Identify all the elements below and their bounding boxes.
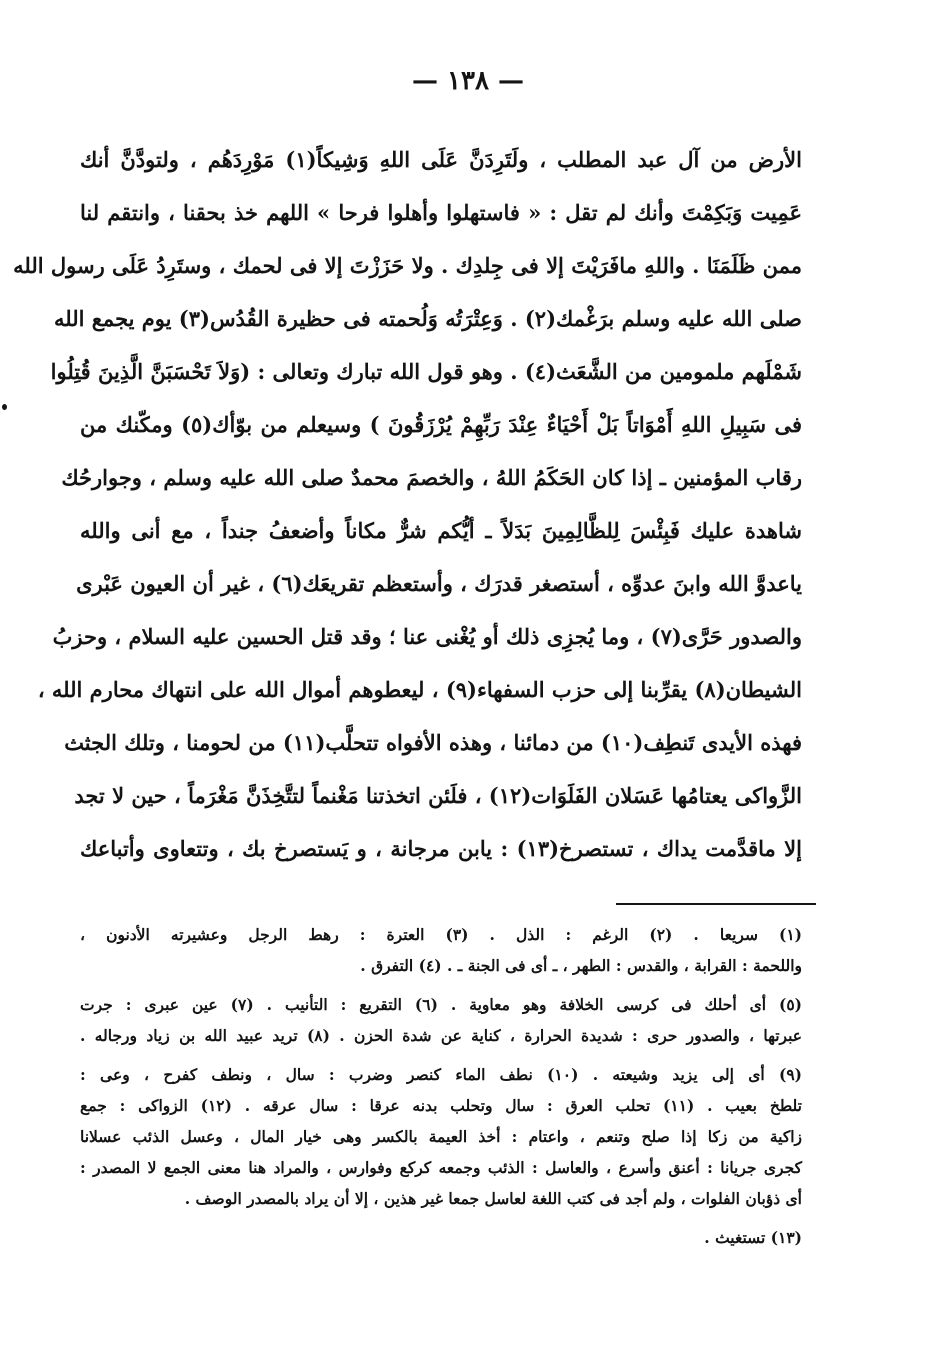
footnote-line: تلطخ بعيب . (١١) تحلب العرق : سال وتحلب بدنه عرقا : سال عرقه . (١٢) الزواكى : جمع: [80, 1096, 802, 1115]
body-line: رقاب المؤمنين ـ إذا كان الحَكَمُ اللهُ ، والخصمَ محمدٌ صلى الله عليه وسلم ، وجوارحُك: [61, 465, 802, 490]
main-text: [13, 140, 802, 882]
footnote-line: (١) سريعا . (٢) الرغم : الذل . (٣) العترة : رهط الرجل وعشيرته الأدنون ،: [80, 925, 802, 944]
body-line: عَمِيت وَبَكِمْتَ وأنك لم تقل : « فاستهلوا وأهلوا فرحا » اللهم خذ بحقنا ، وانتقم لنا: [80, 200, 802, 225]
body-line: والصدور حَرَّى(٧) ، وما يُجزِى ذلك أو يُغْنى عنا ؛ وقد قتل الحسين عليه السلام ، وحزبُ: [52, 624, 802, 649]
footnote-line: عبرتها ، والصدور حرى : شديدة الحرارة ، كناية عن شدة الحزن . (٨) تريد عبيد الله بن زياد ورجاله .: [80, 1026, 803, 1045]
page-number: — ١٣٨ —: [411, 66, 525, 96]
body-line: صلى الله عليه وسلم برَغْمك(٢) . وَعِتْرَتُه وَلُحمته فى حظيرة القُدُس(٣) يوم يجمع الله: [54, 306, 802, 331]
body-line: شَمْلَهم ملمومين من الشَّعَث(٤) . وهو قول الله تبارك وتعالى : (وَلاَ تَحْسَبَنَّ الَّذِينَ قُتِلُوا: [50, 359, 802, 384]
body-line: الزَّواكى يعتامُها عَسَلان الفَلَوَات(١٢) ، فلَئن اتخذتنا مَغْنماً لتتَّخِذَنَّ مَغْرَماً ، حين لا تجد: [74, 783, 802, 808]
footnote-separator: [616, 903, 816, 905]
footnote-line: واللحمة : القرابة ، والقدس : الطهر ، ـ أى فى الجنة ـ . (٤) التفرق .: [360, 956, 802, 975]
footnote-line: (١٣) تستغيث .: [704, 1228, 802, 1247]
body-line: فى سَبِيلِ اللهِ أَمْوَاتاً بَلْ أَحْيَاءٌ عِنْدَ رَبِّهِمْ يُرْزَقُونَ ) وسيعلم من بوّأك(٥) ومكّنك من: [80, 412, 802, 437]
body-line: فهذه الأيدى تَنطِف(١٠) من دمائنا ، وهذه الأفواه تتحلَّب(١١) من لحومنا ، وتلك الجثث: [64, 730, 802, 755]
footnote-spacer: [80, 984, 802, 992]
body-line: ممن ظَلَمَنَا . واللهِ مافَرَيْتَ إلا فى جِلدِك . ولا حَزَزْتَ إلا فى لحمك ، وستَرِدُ عَلَى رسول الله: [13, 253, 802, 278]
scan-edge-mark: [2, 404, 7, 410]
footnote-line: (٥) أى أحلك فى كرسى الخلافة وهو معاوية . (٦) التقريع : التأنيب . (٧) عين عبرى : جرت: [80, 995, 803, 1014]
footnote-line: (٩) أى إلى يزيد وشيعته . (١٠) نطف الماء كنصر وضرب : سال ، ونطف كفرح ، وعى :: [80, 1065, 802, 1084]
footnotes: [80, 922, 802, 1256]
body-line: ياعدوَّ الله وابنَ عدوِّه ، أستصغر قدرَك ، وأستعظم تقريعَك(٦) ، غير أن العيون عَبْرى: [76, 571, 802, 596]
footnote-line: أى ذؤبان الفلوات ، ولم أجد فى كتب اللغة لعاسل جمعا غير هذين ، إلا أن يراد بالمصدر الوصف .: [184, 1189, 802, 1208]
footnote-spacer: [80, 1054, 802, 1062]
body-line: الشيطان(٨) يقرِّبنا إلى حزب السفهاء(٩) ، ليعطوهم أموال الله على انتهاك محارم الله ،: [37, 677, 802, 702]
footnote-line: زاكية من زكا إذا صلح وتنعم ، واعتام : أخذ العيمة بالكسر وهى خيار المال ، وعسل الذئب عسلانا: [80, 1127, 802, 1146]
footnote-spacer: [80, 1217, 802, 1225]
footnote-line: كجرى جريانا : أعنق وأسرع ، والعاسل : الذئب وجمعه كركع وفوارس ، والمراد هنا معنى الجمع لا المصدر :: [80, 1158, 802, 1177]
body-line: إلا ماقدَّمت يداك ، تستصرخ(١٣) : يابن مرجانة ، و يَستصرخ بك ، وتتعاوى وأتباعك: [80, 836, 802, 861]
body-line: الأرض من آل عبد المطلب ، ولَتَرِدَنَّ عَلَى اللهِ وَشِيكاً(١) مَوْرِدَهُم ، ولتودَّنَّ أنك: [80, 147, 802, 172]
body-line: شاهدة عليك فَبِئْسَ لِلظَّالِمِينَ بَدَلاً ـ أيُّكم شرٌّ مكاناً وأضعفُ جنداً ، مع أنى والله: [80, 518, 802, 543]
